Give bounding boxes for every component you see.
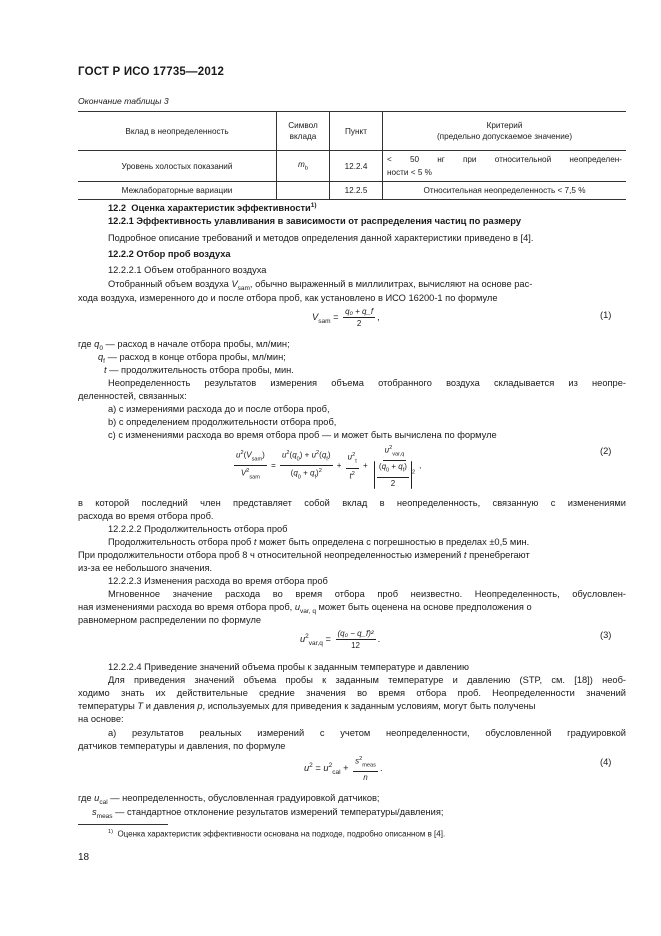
definition: где $q_0$ — расход в начале отбора пробы, мл/мин; — [78, 339, 290, 352]
section-12-2-2-1-heading: 12.2.2.1 Объем отобранного воздуха — [108, 265, 267, 275]
list-item: b) с определением продолжительности отбора проб, — [108, 417, 337, 427]
definition: $q_f$ — расход в конце отбора пробы, мл/мин; — [98, 352, 286, 365]
header-cell: Пункт — [330, 112, 383, 151]
equation-4: $u^2 = u^2_{cal}$ + $\frac{s^2_{meas}}{n}$ . — [304, 756, 383, 783]
header-cell: Вклад в неопределенность — [78, 112, 277, 151]
cell-contribution: Межлабораторные вариации — [78, 182, 277, 200]
equation-3: $u^2_{var,q}$ = $\frac{\text{(q₀ − q\_f)²}}{12}$ . — [300, 629, 381, 650]
page-number: 18 — [78, 852, 90, 863]
header-cell: Символ вклада — [277, 112, 330, 151]
footnote-separator — [78, 824, 168, 825]
definition: где $u_{cal}$ — неопределенность, обусловленная градуировкой датчиков; — [78, 793, 380, 806]
list-item: a) с измерениями расхода до и после отбора проб, — [108, 404, 330, 414]
equation-number: (2) — [600, 446, 612, 456]
cell-symbol: $m_b$ — [277, 151, 330, 182]
list-item: a) результатов реальных измерений с учетом неопределенности, обусловленной градуировкой — [108, 728, 626, 738]
cell-criterion: < 50 нг при относительной неопределен- ности < 5 % — [383, 151, 627, 182]
paragraph: ная изменениями расхода во время отбора проб, $u_{var, q}$ может быть оценена на основе предположения о — [78, 602, 532, 615]
paragraph: ходимо знать их действительные средние значения во время отбора проб. Неопределенности значений — [78, 688, 626, 698]
paragraph: из-за ее небольшого значения. — [78, 563, 213, 573]
cell-clause: 12.2.5 — [330, 182, 383, 200]
document-header: ГОСТ Р ИСО 17735—2012 — [78, 66, 225, 78]
equation-number: (1) — [600, 310, 612, 320]
paragraph: Мгновенное значение расхода во время отбора проб неизвестно. Неопределенность, обусловлен- — [108, 589, 626, 599]
paragraph: расхода во время отбора проб. — [78, 511, 214, 521]
paragraph: на основе: — [78, 714, 124, 724]
paragraph: Продолжительность отбора проб t может быть определена с погрешностью в пределах ±0,5 мин. — [108, 537, 530, 547]
table-caption: Окончание таблицы 3 — [78, 96, 169, 106]
cell-contribution: Уровень холостых показаний — [78, 151, 277, 182]
paragraph: датчиков температуры и давления, по формуле — [78, 741, 286, 751]
paragraph: Подробное описание требований и методов определения данной характеристики приведено в [4]. — [108, 233, 534, 243]
definition: t — продолжительность отбора пробы, мин. — [104, 365, 294, 375]
footnote: $^{1)}$ Оценка характеристик эффективности основана на подходе, подробно описанном в [4]. — [108, 829, 446, 839]
paragraph: Отобранный объем воздуха $V_{sam}$, обычно выраженный в миллилитрах, вычисляют на основе рас- — [108, 279, 533, 292]
paragraph: При продолжительности отбора проб 8 ч относительной неопределенностью измерений t пренебрегают — [78, 550, 530, 560]
paragraph: деленностей, связанных: — [78, 391, 187, 401]
section-12-2-heading: 12.2 Оценка характеристик эффективности$^{1)}$ — [108, 202, 317, 214]
paragraph: хода воздуха, измеренного до и после отбора проб, как установлено в ИСО 16200-1 по формуле — [78, 293, 498, 303]
equation-number: (4) — [600, 757, 612, 767]
cell-clause: 12.2.4 — [330, 151, 383, 182]
table-3 — [78, 111, 626, 200]
header-cell: Критерий (предельно допускаемое значение) — [383, 112, 627, 151]
list-item: c) с изменениями расхода во время отбора проб — и может быть вычислена по формуле — [108, 430, 497, 440]
definition: $s_{meas}$ — стандартное отклонение результатов измерений температуры/давления; — [92, 807, 444, 820]
section-12-2-1-heading: 12.2.1 Эффективность улавливания в зависимости от распределения частиц по размеру — [108, 216, 521, 226]
equation-1: $V_{sam}$ = $\frac{\text{q₀ + q\_f}}{2}$ , — [312, 307, 380, 328]
section-12-2-2-3-heading: 12.2.2.3 Изменения расхода во время отбора проб — [108, 576, 328, 586]
cell-symbol — [277, 182, 330, 200]
table-header-row — [78, 112, 626, 151]
equation-2: $\frac{u^2(V_{sam})}{V^2_{sam}}$ = $\frac{u^2(q_0) + u^2(q_f)}{(q_0 + q_f)^2}$ + $\frac{u^2_t}{t^2}$ + $u^2_{var,q}$ $\frac{(q_0 + q_f)}{2}$ $^2$ , — [236, 445, 422, 488]
paragraph: в которой последний член представляет собой вклад в неопределенность, связанную с изменениями — [78, 498, 626, 508]
paragraph: Для приведения значений объема пробы к заданным температуре и давлению (STP, см. [18]) необ- — [108, 675, 626, 685]
cell-criterion: Относительная неопределенность < 7,5 % — [383, 182, 627, 200]
section-12-2-2-heading: 12.2.2 Отбор проб воздуха — [108, 249, 231, 259]
paragraph: равномерном распределении по формуле — [78, 615, 262, 625]
section-12-2-2-2-heading: 12.2.2.2 Продолжительность отбора проб — [108, 524, 288, 534]
table-row — [78, 182, 626, 200]
paragraph: Неопределенность результатов измерения объема отобранного воздуха складывается из неопре- — [108, 378, 626, 388]
paragraph: температуры T и давления p, используемых для приведения к заданным условиям, могут быть получены — [78, 701, 536, 711]
section-12-2-2-4-heading: 12.2.2.4 Приведение значений объема пробы к заданным температуре и давлению — [108, 662, 469, 672]
table-row — [78, 151, 626, 182]
equation-number: (3) — [600, 630, 612, 640]
